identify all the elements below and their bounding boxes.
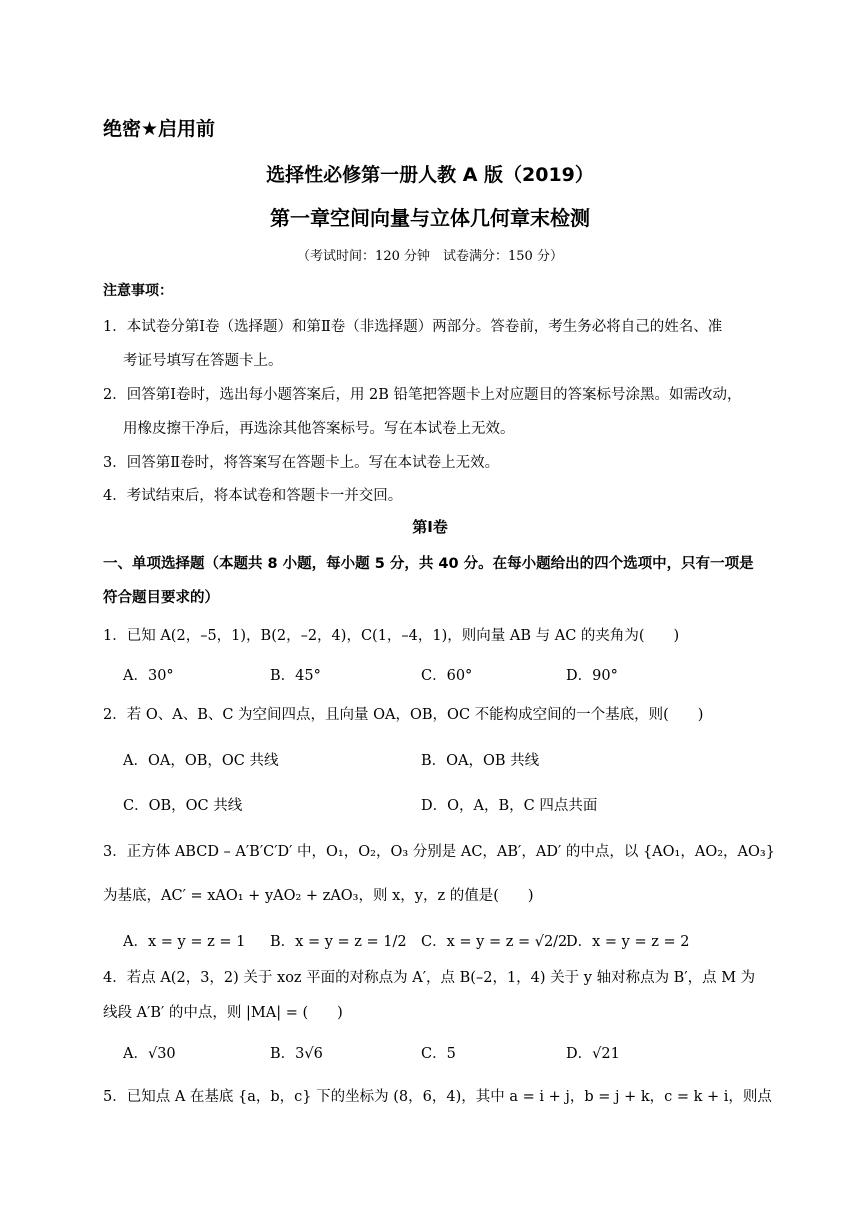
q2-option-d: D．O，A，B，C 四点共面 [421,798,598,814]
q1-option-b: B．45° [270,668,321,684]
q3-option-c: C．x = y = z = √2/2 [421,934,568,950]
section-title: 第Ⅰ卷 [412,518,448,536]
q3-option-b: B．x = y = z = 1/2 [270,934,407,950]
notice-item: 2．回答第Ⅰ卷时，选出每小题答案后，用 2B 铅笔把答题卡上对应题目的答案标号涂黑。如需改动， [103,387,742,403]
notice-item: 考证号填写在答题卡上。 [123,353,283,369]
q3-option-d: D．x = y = z = 2 [566,934,690,950]
question-4-stem-cont: 线段 A′B′ 的中点，则 |MA| = ( ) [103,1005,343,1021]
secret-label: 绝密★启用前 [103,118,216,140]
question-3-stem: 3．正方体 ABCD – A′B′C′D′ 中，O₁，O₂，O₃ 分别是 AC，AB′，AD′ 的中点，以 {AO₁，AO₂，AO₃} [103,844,775,860]
exam-subtitle: （考试时间：120 分钟 试卷满分：150 分） [297,249,563,264]
q2-option-a: A．OA，OB，OC 共线 [123,753,279,769]
q2-option-b: B．OA，OB 共线 [421,753,540,769]
question-2-stem: 2．若 O、A、B、C 为空间四点，且向量 OA，OB，OC 不能构成空间的一个基底，则( ) [103,707,704,723]
q4-option-a: A．√30 [123,1046,176,1062]
question-3-stem-cont: 为基底，AC′ = xAO₁ + yAO₂ + zAO₃，则 x，y，z 的值是( ) [103,888,534,904]
q1-option-d: D．90° [566,668,618,684]
question-1-stem: 1．已知 A(2，–5，1)，B(2，–2，4)，C(1，–4，1)，则向量 AB 与 AC 的夹角为( ) [103,628,680,644]
part-heading: 一、单项选择题（本题共 8 小题，每小题 5 分，共 40 分。在每小题给出的四个选项中，只有一项是 [103,556,754,572]
exam-title: 选择性必修第一册人教 A 版（2019） [266,164,594,186]
question-5-stem: 5．已知点 A 在基底 {a，b，c} 下的坐标为 (8，6，4)，其中 a = i + j，b = j + k，c = k + i，则点 [103,1089,772,1105]
q1-option-a: A．30° [123,668,174,684]
q4-option-d: D．√21 [566,1046,620,1062]
part-heading-cont: 符合题目要求的） [103,590,219,606]
notice-item: 4．考试结束后，将本试卷和答题卡一并交回。 [103,488,403,504]
q4-option-b: B．3√6 [270,1046,323,1062]
q2-option-c: C．OB，OC 共线 [123,798,243,814]
notice-item: 3．回答第Ⅱ卷时，将答案写在答题卡上。写在本试卷上无效。 [103,455,500,471]
q4-option-c: C．5 [421,1046,456,1062]
question-4-stem: 4．若点 A(2，3，2) 关于 xoz 平面的对称点为 A′，点 B(–2，1，4) 关于 y 轴对称点为 B′，点 M 为 [103,970,756,986]
q1-option-c: C．60° [421,668,473,684]
chapter-title: 第一章空间向量与立体几何章末检测 [270,206,590,230]
q3-option-a: A．x = y = z = 1 [123,934,246,950]
notice-item: 用橡皮擦干净后，再选涂其他答案标号。写在本试卷上无效。 [123,421,515,437]
notice-item: 1．本试卷分第Ⅰ卷（选择题）和第Ⅱ卷（非选择题）两部分。答卷前，考生务必将自己的姓名、准 [103,319,723,335]
notice-title: 注意事项： [103,283,173,299]
